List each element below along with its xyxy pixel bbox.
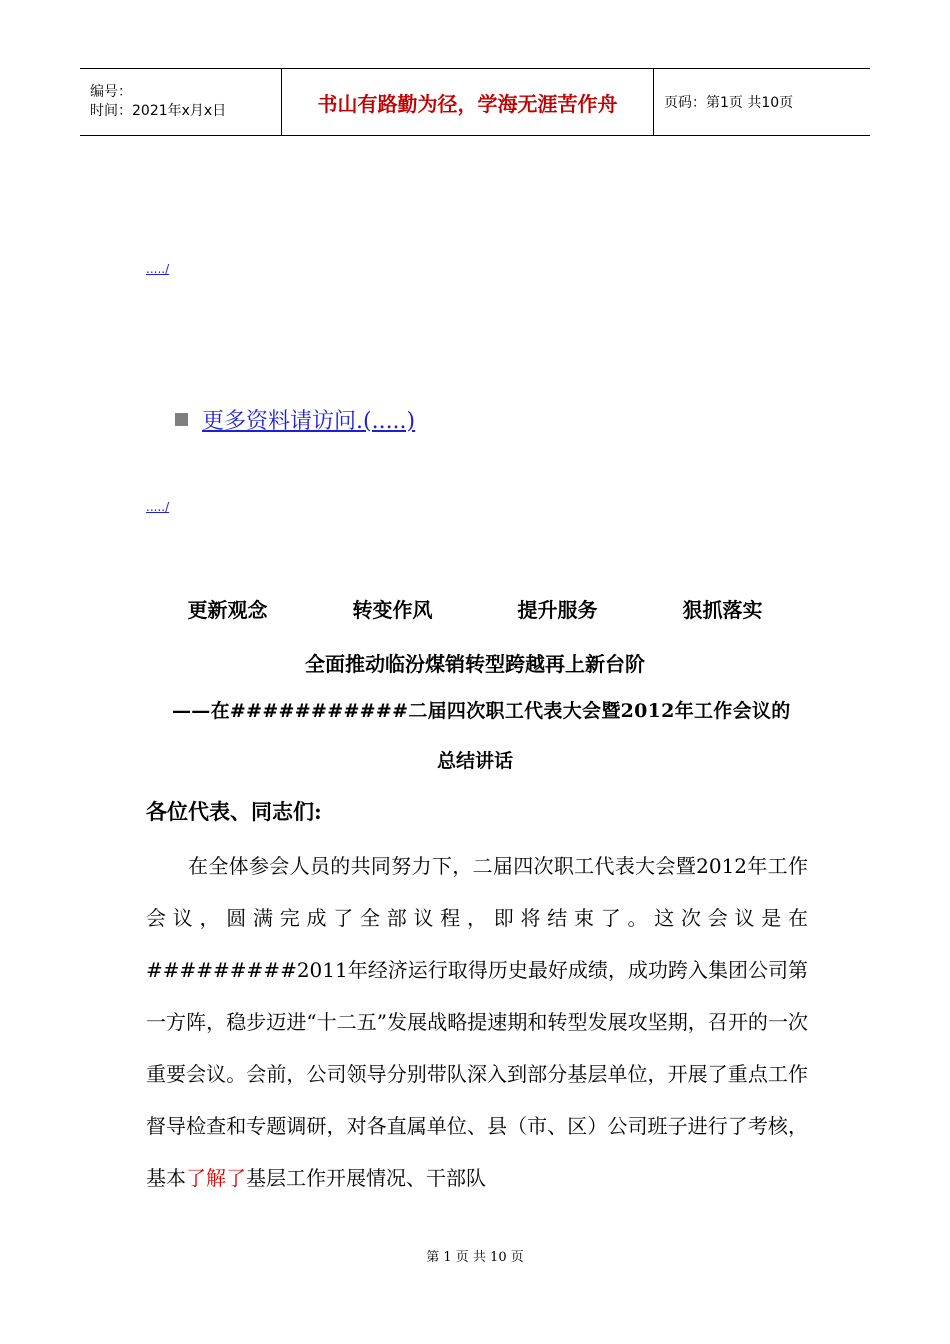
header-motto — [282, 69, 654, 135]
small-link-bottom[interactable]: ...../ — [146, 500, 170, 514]
small-link-top[interactable]: ...../ — [146, 262, 170, 276]
body-paragraph — [146, 840, 808, 1204]
paragraph-text-b: 基层工作开展情况、干部队 — [246, 1166, 486, 1190]
subtitle-line-1: ——在###########二届四次职工代表大会暨2012年工作会议的 — [172, 700, 791, 722]
page-header — [80, 68, 870, 136]
subtitle-line-2: 总结讲话 — [436, 750, 513, 772]
slogan-title — [0, 594, 950, 623]
header-meta — [80, 69, 282, 135]
slogan-4: 狠抓落实 — [682, 598, 763, 622]
motto-text: 书山有路勤为径，学海无涯苦作舟 — [317, 91, 618, 116]
square-bullet-icon — [175, 413, 188, 426]
greeting: 各位代表、同志们: — [146, 799, 322, 824]
slogan-1: 更新观念 — [187, 598, 268, 622]
more-resources — [175, 404, 415, 435]
slogan-2: 转变作风 — [352, 598, 433, 622]
more-resources-link[interactable]: 更多资料请访问.(.....) — [202, 409, 416, 434]
highlighted-text: 了解了 — [186, 1166, 246, 1190]
page-info-text: 页码：第1页 共10页 — [664, 95, 794, 111]
header-page-info — [654, 69, 870, 135]
time-text: 时间：2021年x月x日 — [90, 103, 227, 119]
paragraph-text-a: 在全体参会人员的共同努力下，二届四次职工代表大会暨2012年工作会议，圆满完成了全部议程，即将结束了。这次会议是在#########2011年经济运行取得历史最好成绩，成功跨入集团公司第一方阵，稳步迈进“十二五”发展战略提速期和转型发展攻坚期，召开的一次重要会议。会前，公司领导分别带队深入到部分基层单位，开展了重点工作督导检查和专题调研，对各直属单位、县（市、区）公司班子进行了考核，基本 — [146, 854, 808, 1190]
page-footer: 第 1 页 共 10 页 — [426, 1250, 524, 1265]
main-title: 全面推动临汾煤销转型跨越再上新台阶 — [305, 652, 645, 676]
slogan-3: 提升服务 — [517, 598, 598, 622]
number-label: 编号： — [90, 84, 132, 100]
